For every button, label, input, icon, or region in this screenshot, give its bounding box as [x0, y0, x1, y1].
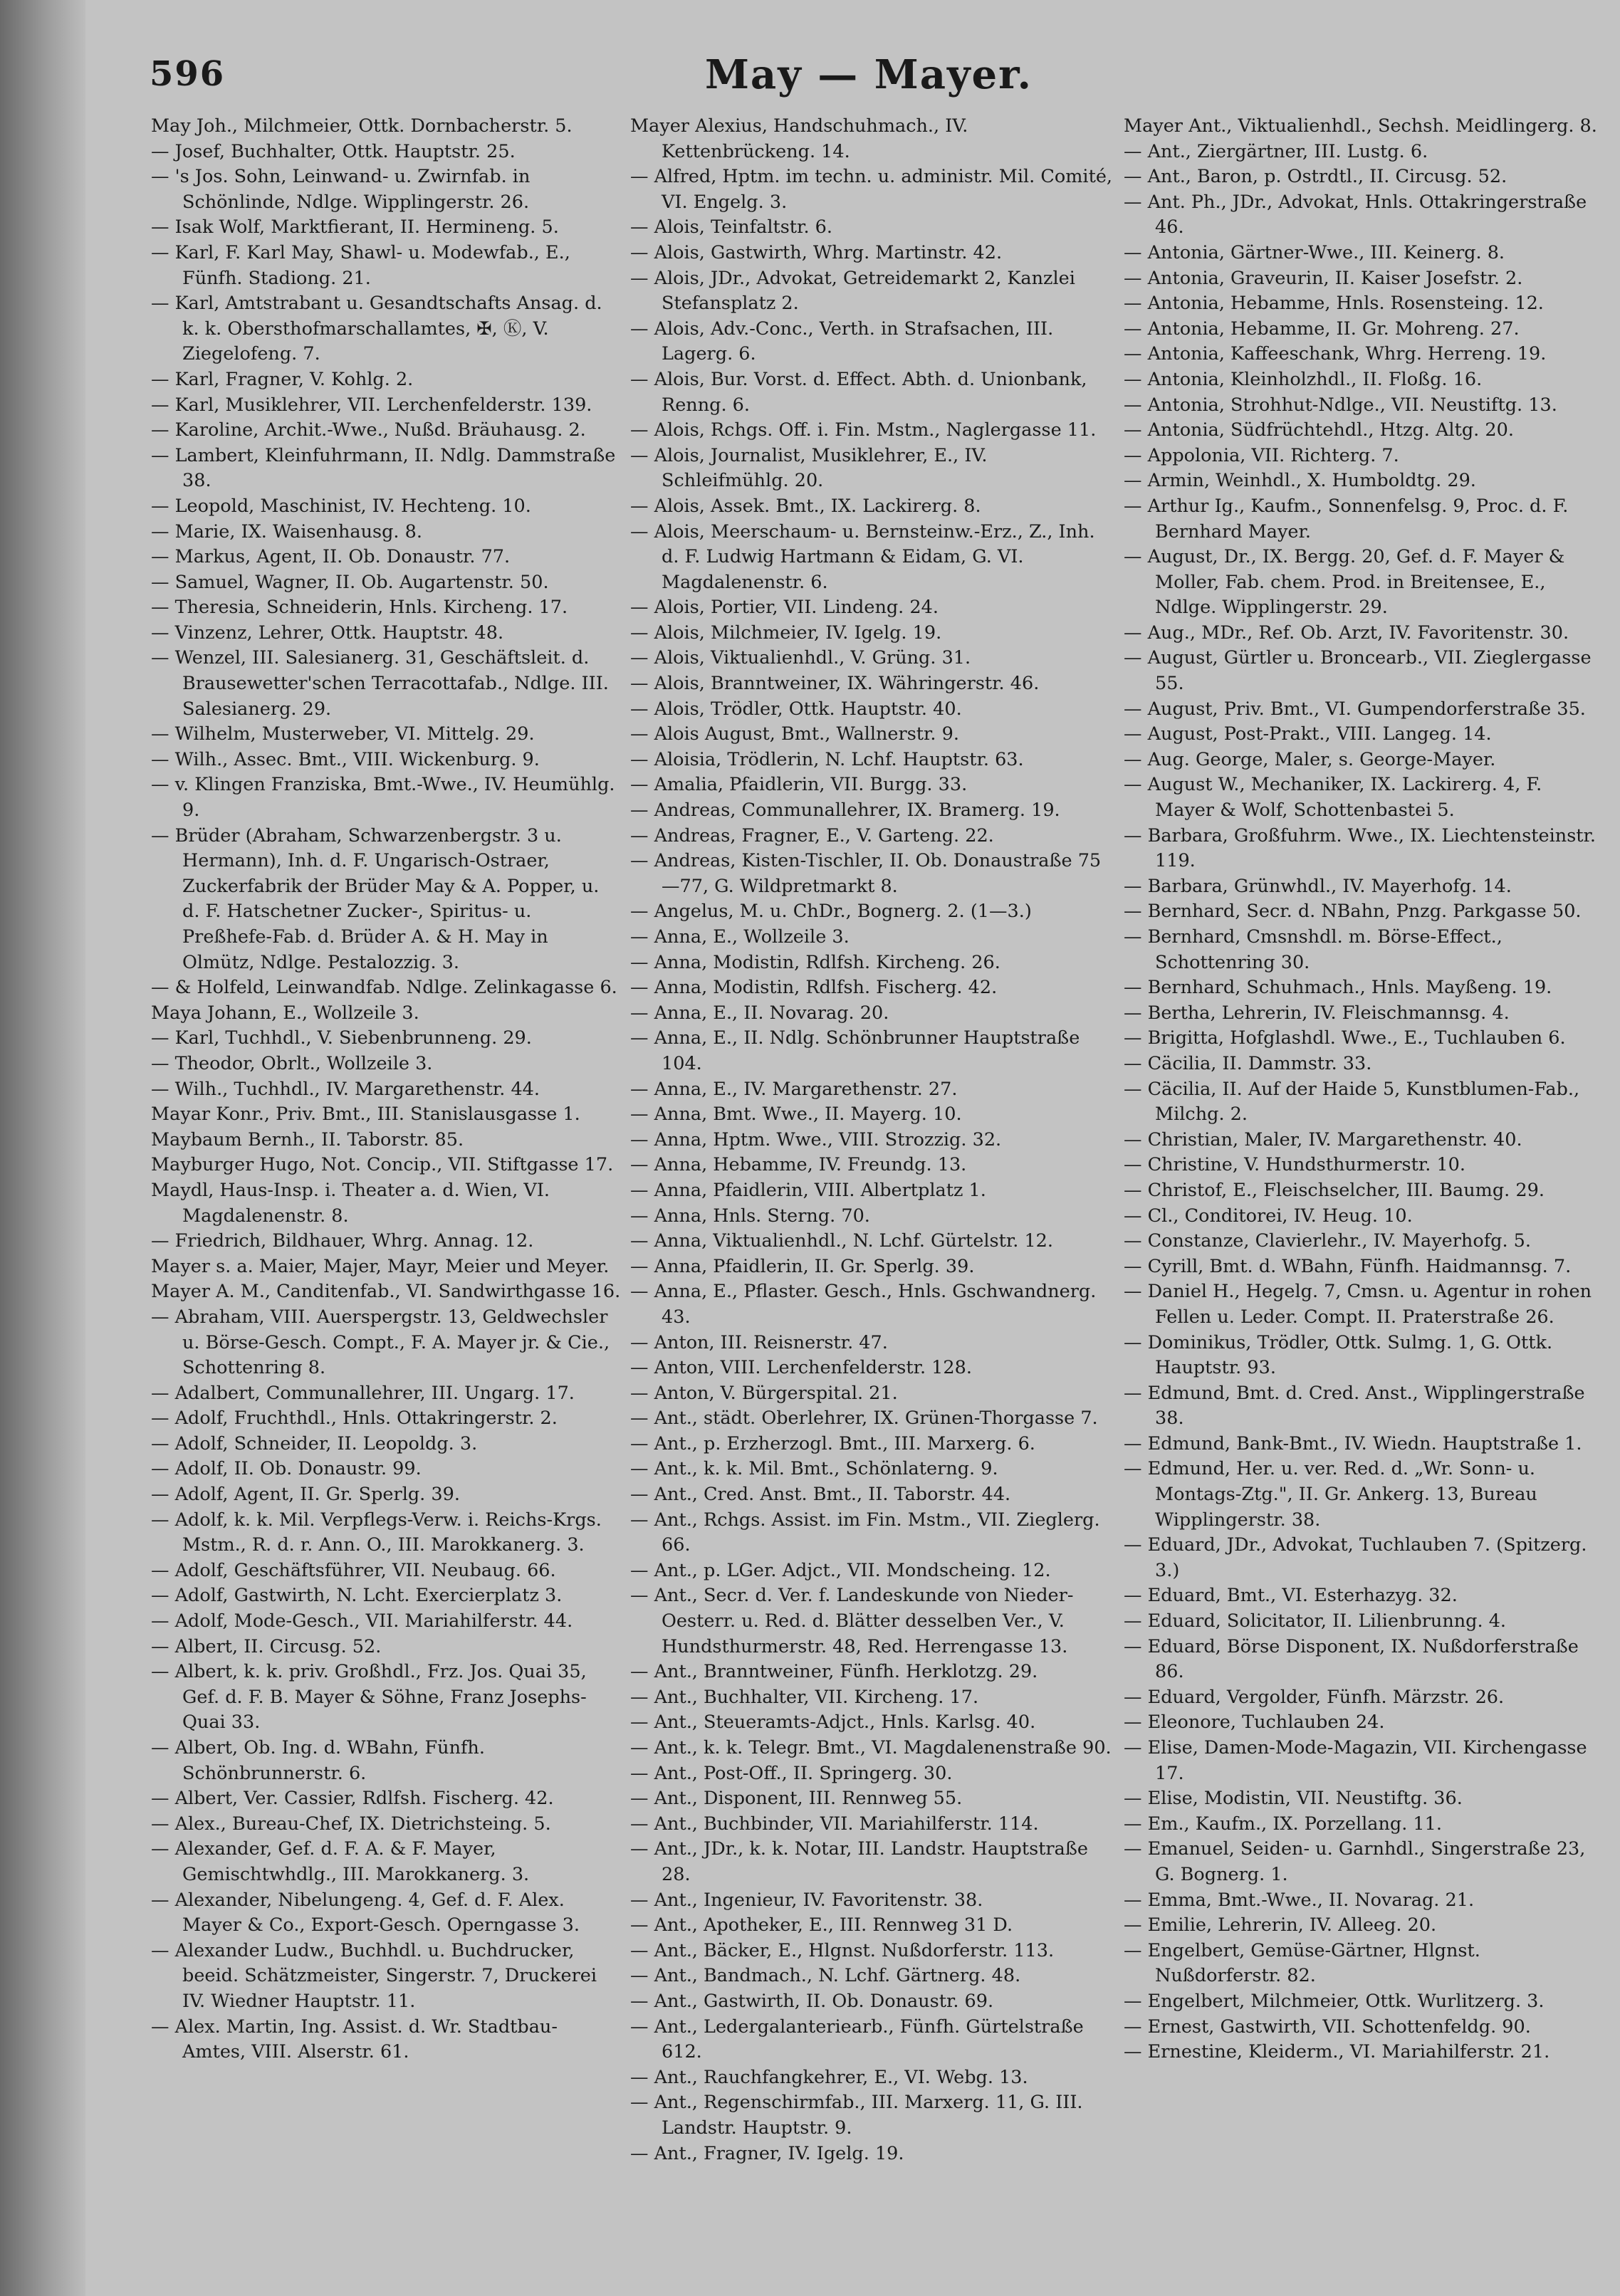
directory-entry: — Lambert, Kleinfuhrmann, II. Ndlg. Dammstraße 38. [151, 444, 616, 492]
directory-entry: — Alois, Bur. Vorst. d. Effect. Abth. d. Unionbank, Renng. 6. [630, 368, 1087, 416]
directory-entry: — Adolf, Geschäftsführer, VII. Neubaug. 66. [151, 1559, 556, 1581]
directory-entry: — Anna, E., IV. Margarethenstr. 27. [630, 1078, 958, 1100]
directory-entry: — Alois, Teinfaltstr. 6. [630, 216, 832, 238]
directory-entry: — Cyrill, Bmt. d. WBahn, Fünfh. Haidmannsg. 7. [1124, 1255, 1572, 1277]
directory-entry: — August, Post-Prakt., VIII. Langeg. 14. [1124, 723, 1492, 745]
directory-entry: — Edmund, Bmt. d. Cred. Anst., Wipplingerstraße 38. [1124, 1382, 1585, 1430]
directory-entry: — Engelbert, Gemüse-Gärtner, Hlgnst. Nußdorferstr. 82. [1124, 1939, 1480, 1987]
directory-entry: — Alois, Branntweiner, IX. Währingerstr. 46. [630, 673, 1040, 695]
directory-entry: — Eleonore, Tuchlauben 24. [1124, 1711, 1385, 1734]
directory-entry: — Aloisia, Trödlerin, N. Lchf. Hauptstr. 63. [630, 748, 1024, 770]
directory-entry: — Ant., Gastwirth, II. Ob. Donaustr. 69. [630, 1990, 994, 2012]
directory-entry: — Antonia, Hebamme, II. Gr. Mohreng. 27. [1124, 318, 1520, 340]
directory-entry: May Joh., Milchmeier, Ottk. Dornbacherstr. 5. [151, 115, 573, 137]
directory-entry: — Ant., Ingenieur, IV. Favoritenstr. 38. [630, 1889, 983, 1911]
directory-entry: — Ant., Regenschirmfab., III. Marxerg. 11, G. III. Landstr. Hauptstr. 9. [630, 2092, 1083, 2139]
directory-entry: — Albert, k. k. priv. Großhdl., Frz. Jos. Quai 35, Gef. d. F. B. Mayer & Söhne, Franz Josephs-Quai 33. [151, 1661, 587, 1734]
directory-entry: — Anna, Viktualienhdl., N. Lchf. Gürtelstr. 12. [630, 1230, 1054, 1252]
directory-entry: — Barbara, Grünwhdl., IV. Mayerhofg. 14. [1124, 875, 1512, 897]
directory-entry: — Ant., städt. Oberlehrer, IX. Grünen-Thorgasse 7. [630, 1408, 1098, 1430]
directory-entry: — Christine, V. Hundsthurmerstr. 10. [1124, 1154, 1465, 1176]
directory-entry: — Josef, Buchhalter, Ottk. Hauptstr. 25. [151, 140, 516, 162]
directory-entry: Mayer A. M., Canditenfab., VI. Sandwirthgasse 16. [151, 1281, 621, 1303]
directory-entry: — Emma, Bmt.-Wwe., II. Novarag. 21. [1124, 1889, 1475, 1911]
directory-entry: — Cl., Conditorei, IV. Heug. 10. [1124, 1205, 1413, 1227]
directory-entry: — Karoline, Archit.-Wwe., Nußd. Bräuhausg. 2. [151, 419, 586, 441]
directory-entry: — Brüder (Abraham, Schwarzenbergstr. 3 u. Hermann), Inh. d. F. Ungarisch-Ostraer, Zuckerfabrik der Brüder May & A. Popper, u. d. F. Hatschetner Zucker-, Spiritus- u. Preßhefe-Fab. d. Brüder A. & H. May in Olmütz, Ndlge. Pestalozzig. 3. [151, 824, 600, 973]
directory-entry: — Abraham, VIII. Auerspergstr. 13, Geldwechsler u. Börse-Gesch. Compt., F. A. Mayer jr. & Cie., Schottenring 8. [151, 1306, 610, 1379]
directory-entry: — August W., Mechaniker, IX. Lackirerg. 4, F. Mayer & Wolf, Schottenbastei 5. [1124, 774, 1542, 822]
directory-entry: — Alois, Assek. Bmt., IX. Lackirerg. 8. [630, 495, 981, 517]
directory-entry: — Antonia, Südfrüchtehdl., Htzg. Altg. 20. [1124, 419, 1514, 441]
directory-entry: — Bernhard, Cmsnshdl. m. Börse-Effect., Schottenring 30. [1124, 926, 1503, 973]
directory-entry: — Aug., MDr., Ref. Ob. Arzt, IV. Favoritenstr. 30. [1124, 622, 1569, 644]
directory-entry: — Ant., JDr., k. k. Notar, III. Landstr. Hauptstraße 28. [630, 1838, 1088, 1885]
directory-entry: — Emanuel, Seiden- u. Garnhdl., Singerstraße 23, G. Bognerg. 1. [1124, 1838, 1586, 1885]
page-gutter-shadow [0, 0, 85, 2296]
directory-entry: Maydl, Haus-Insp. i. Theater a. d. Wien, VI. Magdalenenstr. 8. [151, 1179, 550, 1227]
directory-entry: — Karl, Amtstrabant u. Gesandtschafts Ansag. d. k. k. Obersthofmarschallamtes, ✠, Ⓚ, V. Ziegelofeng. 7. [151, 293, 602, 365]
directory-entry: — Ant., Branntweiner, Fünfh. Herklotzg. 29. [630, 1661, 1038, 1683]
directory-entry: — Wilh., Tuchhdl., IV. Margarethenstr. 44. [151, 1078, 540, 1100]
page-number: 596 [150, 54, 226, 94]
directory-entry: — Friedrich, Bildhauer, Whrg. Annag. 12. [151, 1230, 534, 1252]
directory-entry: — Anna, E., II. Novarag. 20. [630, 1002, 889, 1024]
directory-entry: — Bernhard, Secr. d. NBahn, Pnzg. Parkgasse 50. [1124, 901, 1582, 923]
directory-entry: — Ant., k. k. Telegr. Bmt., VI. Magdalenenstraße 90. [630, 1737, 1112, 1758]
column-2 [630, 114, 1114, 2271]
directory-entry: — Alfred, Hptm. im techn. u. administr. Mil. Comité, VI. Engelg. 3. [630, 166, 1113, 213]
directory-entry: — Adolf, Agent, II. Gr. Sperlg. 39. [151, 1484, 460, 1506]
directory-entry: — Ant., Post-Off., II. Springerg. 30. [630, 1762, 953, 1784]
directory-entry: — Alois, Milchmeier, IV. Igelg. 19. [630, 622, 942, 644]
directory-entry: — Alex., Bureau-Chef, IX. Dietrichsteing. 5. [151, 1813, 551, 1835]
directory-entry: — Anna, Pfaidlerin, VIII. Albertplatz 1. [630, 1179, 986, 1201]
directory-entry: — Engelbert, Milchmeier, Ottk. Wurlitzerg. 3. [1124, 1990, 1545, 2012]
directory-entry: — Appolonia, VII. Richterg. 7. [1124, 444, 1399, 466]
directory-entry: — Emilie, Lehrerin, IV. Alleeg. 20. [1124, 1914, 1437, 1936]
directory-entry: — Ant., Buchhalter, VII. Kircheng. 17. [630, 1686, 979, 1708]
directory-entry: — Alexander, Gef. d. F. A. & F. Mayer, Gemischtwhdlg., III. Marokkanerg. 3. [151, 1838, 530, 1885]
directory-entry: — Anna, Hnls. Sterng. 70. [630, 1205, 870, 1227]
directory-entry: — Ant., Fragner, IV. Igelg. 19. [630, 2142, 904, 2164]
directory-entry: — Anna, Bmt. Wwe., II. Mayerg. 10. [630, 1104, 962, 1126]
directory-entry: — Angelus, M. u. ChDr., Bognerg. 2. (1—3.) [630, 901, 1032, 923]
directory-entry: — Anna, Modistin, Rdlfsh. Kircheng. 26. [630, 951, 1000, 973]
directory-entry: — Anna, E., Pflaster. Gesch., Hnls. Gschwandnerg. 43. [630, 1281, 1097, 1328]
directory-entry: — Adolf, Mode-Gesch., VII. Mariahilferstr. 44. [151, 1610, 573, 1632]
directory-entry: — Ant., Baron, p. Ostrdtl., II. Circusg. 52. [1124, 166, 1507, 188]
directory-entry: — Ant., Secr. d. Ver. f. Landeskunde von Nieder-Oesterr. u. Red. d. Blätter desselben Ver., V. Hundsthurmerstr. 48, Red. Herrengasse 13. [630, 1585, 1074, 1657]
directory-entry: — Adalbert, Communallehrer, III. Ungarg. 17. [151, 1382, 575, 1404]
directory-entry: — Ant., Apotheker, E., III. Rennweg 31 D. [630, 1914, 1013, 1936]
page-header [142, 51, 1595, 108]
directory-entry: — Christian, Maler, IV. Margarethenstr. 40. [1124, 1128, 1522, 1150]
directory-entry: Mayer Ant., Viktualienhdl., Sechsh. Meidlingerg. 8. [1124, 115, 1597, 137]
directory-entry: Mayer s. a. Maier, Majer, Mayr, Meier und Meyer. [151, 1255, 610, 1277]
directory-entry: — Aug. George, Maler, s. George-Mayer. [1124, 748, 1496, 770]
directory-entry: — Wenzel, III. Salesianerg. 31, Geschäftsleit. d. Brausewetter'schen Terracottafab., Ndlge. III. Salesianerg. 29. [151, 647, 609, 720]
directory-entry: — Ant., Buchbinder, VII. Mariahilferstr. 114. [630, 1813, 1039, 1835]
directory-entry: — Andreas, Fragner, E., V. Garteng. 22. [630, 824, 994, 846]
directory-entry: — Markus, Agent, II. Ob. Donaustr. 77. [151, 546, 511, 568]
directory-entry: — Anton, V. Bürgerspital. 21. [630, 1382, 898, 1404]
directory-entry: — Ant., Cred. Anst. Bmt., II. Taborstr. 44. [630, 1484, 1011, 1506]
directory-entry: — Brigitta, Hofglashdl. Wwe., E., Tuchlauben 6. [1124, 1027, 1566, 1049]
directory-entry: — Marie, IX. Waisenhausg. 8. [151, 520, 422, 542]
directory-entry: — Alois, Viktualienhdl., V. Grüng. 31. [630, 647, 971, 669]
directory-entry: — Leopold, Maschinist, IV. Hechteng. 10. [151, 495, 531, 517]
directory-entry: — Adolf, k. k. Mil. Verpflegs-Verw. i. Reichs-Krgs. Mstm., R. d. r. Ann. O., III. Marokkanerg. 3. [151, 1509, 602, 1556]
directory-entry: — Antonia, Graveurin, II. Kaiser Josefstr. 2. [1124, 267, 1523, 289]
directory-entry: — & Holfeld, Leinwandfab. Ndlge. Zelinkagasse 6. [151, 977, 617, 999]
directory-entry: — Andreas, Kisten-Tischler, II. Ob. Donaustraße 75—77, G. Wildpretmarkt 8. [630, 850, 1102, 897]
directory-entry: Mayburger Hugo, Not. Concip., VII. Stiftgasse 17. [151, 1154, 614, 1176]
directory-entry: — Anton, III. Reisnerstr. 47. [630, 1331, 888, 1353]
directory-entry: — Isak Wolf, Marktfierant, II. Hermineng. 5. [151, 216, 559, 238]
directory-entry: — Adolf, Schneider, II. Leopoldg. 3. [151, 1432, 478, 1454]
directory-entry: — Alois, Portier, VII. Lindeng. 24. [630, 597, 939, 619]
directory-entry: — Armin, Weinhdl., X. Humboldtg. 29. [1124, 470, 1476, 492]
directory-entry: — Alexander Ludw., Buchhdl. u. Buchdrucker, beeid. Schätzmeister, Singerstr. 7, Druckerei IV. Wiedner Hauptstr. 11. [151, 1939, 597, 2012]
directory-entry: — Antonia, Gärtner-Wwe., III. Keinerg. 8. [1124, 241, 1505, 263]
directory-entry: — Alois, Rchgs. Off. i. Fin. Mstm., Naglergasse 11. [630, 419, 1097, 441]
directory-entry: — Eduard, Bmt., VI. Esterhazyg. 32. [1124, 1585, 1458, 1607]
column-1 [151, 114, 621, 2271]
directory-entry: — Antonia, Hebamme, Hnls. Rosensteing. 12. [1124, 293, 1544, 315]
directory-entry: — Ant., Bandmach., N. Lchf. Gärtnerg. 48. [630, 1965, 1021, 1987]
column-3 [1124, 114, 1601, 2271]
directory-entry: — Em., Kaufm., IX. Porzellang. 11. [1124, 1813, 1442, 1835]
directory-entry: — Eduard, Solicitator, II. Lilienbrunng. 4. [1124, 1610, 1507, 1632]
directory-entry: — Constanze, Clavierlehr., IV. Mayerhofg. 5. [1124, 1230, 1531, 1252]
directory-entry: — Christof, E., Fleischselcher, III. Baumg. 29. [1124, 1179, 1545, 1201]
directory-entry: — Daniel H., Hegelg. 7, Cmsn. u. Agentur in rohen Fellen u. Leder. Compt. II. Praterstraße 26. [1124, 1281, 1592, 1328]
directory-entry: — Elise, Modistin, VII. Neustiftg. 36. [1124, 1788, 1463, 1810]
directory-entry: — Karl, Tuchhdl., V. Siebenbrunneng. 29. [151, 1027, 532, 1049]
directory-entry: — Antonia, Kaffeeschank, Whrg. Herreng. 19. [1124, 343, 1547, 365]
directory-entry: — Theresia, Schneiderin, Hnls. Kircheng. 17. [151, 597, 568, 619]
directory-entry: — Alois August, Bmt., Wallnerstr. 9. [630, 723, 959, 745]
directory-entry: — Ant., Bäcker, E., Hlgnst. Nußdorferstr. 113. [630, 1939, 1055, 1961]
directory-entry: — Anna, Hebamme, IV. Freundg. 13. [630, 1154, 967, 1176]
directory-entry: — Bertha, Lehrerin, IV. Fleischmannsg. 4. [1124, 1002, 1510, 1024]
directory-entry: — Alois, Trödler, Ottk. Hauptstr. 40. [630, 698, 962, 720]
directory-entry: — Ant., Steueramts-Adjct., Hnls. Karlsg. 40. [630, 1711, 1036, 1734]
directory-entry: — v. Klingen Franziska, Bmt.-Wwe., IV. Heumühlg. 9. [151, 774, 615, 822]
directory-entry: — Barbara, Großfuhrm. Wwe., IX. Liechtensteinstr. 119. [1124, 824, 1597, 872]
directory-entry: — Wilhelm, Musterweber, VI. Mittelg. 29. [151, 723, 535, 745]
directory-entry: — Alois, Meerschaum- u. Bernsteinw.-Erz., Z., Inh. d. F. Ludwig Hartmann & Eidam, G. VI. Magdalenenstr. 6. [630, 520, 1095, 593]
directory-entry: — August, Gürtler u. Broncearb., VII. Zieglergasse 55. [1124, 647, 1592, 695]
directory-entry: — Alois, Gastwirth, Whrg. Martinstr. 42. [630, 241, 1003, 263]
running-head: May — Mayer. [704, 51, 1033, 98]
directory-entry: — Ant., Rauchfangkehrer, E., VI. Webg. 13. [630, 2066, 1028, 2088]
directory-entry: — Anton, VIII. Lerchenfelderstr. 128. [630, 1357, 972, 1379]
directory-entry: — Samuel, Wagner, II. Ob. Augartenstr. 50. [151, 571, 549, 593]
directory-entry: — Cäcilia, II. Dammstr. 33. [1124, 1052, 1372, 1074]
directory-entry: — Eduard, JDr., Advokat, Tuchlauben 7. (Spitzerg. 3.) [1124, 1534, 1587, 1581]
directory-entry: — Arthur Ig., Kaufm., Sonnenfelsg. 9, Proc. d. F. Bernhard Mayer. [1124, 495, 1569, 542]
directory-entry: — Adolf, II. Ob. Donaustr. 99. [151, 1458, 422, 1480]
directory-entry: — Ernest, Gastwirth, VII. Schottenfeldg. 90. [1124, 2015, 1531, 2038]
directory-entry: — Ernestine, Kleiderm., VI. Mariahilferstr. 21. [1124, 2041, 1550, 2063]
directory-entry: — Ant., Disponent, III. Rennweg 55. [630, 1788, 963, 1810]
directory-entry: — Dominikus, Trödler, Ottk. Sulmg. 1, G. Ottk. Hauptstr. 93. [1124, 1331, 1553, 1379]
directory-entry: — Alois, Journalist, Musiklehrer, E., IV. Schleifmühlg. 20. [630, 444, 988, 492]
directory-entry: — Ant., Ledergalanteriearb., Fünfh. Gürtelstraße 612. [630, 2015, 1084, 2063]
directory-entry: — Alois, JDr., Advokat, Getreidemarkt 2, Kanzlei Stefansplatz 2. [630, 267, 1075, 315]
directory-entry: — Karl, Fragner, V. Kohlg. 2. [151, 368, 414, 390]
directory-entry: — Adolf, Gastwirth, N. Lcht. Exercierplatz 3. [151, 1585, 563, 1607]
directory-entry: — Ant., k. k. Mil. Bmt., Schönlaterng. 9. [630, 1458, 998, 1480]
directory-entry: — Ant., p. Erzherzogl. Bmt., III. Marxerg. 6. [630, 1432, 1035, 1454]
directory-entry: Maya Johann, E., Wollzeile 3. [151, 1002, 419, 1024]
directory-entry: — Anna, Hptm. Wwe., VIII. Strozzig. 32. [630, 1128, 1002, 1150]
directory-entry: — Ant., Ziergärtner, III. Lustg. 6. [1124, 140, 1428, 162]
directory-entry: — Theodor, Obrlt., Wollzeile 3. [151, 1052, 433, 1074]
directory-entry: — Antonia, Kleinholzhdl., II. Floßg. 16. [1124, 368, 1483, 390]
directory-entry: — Eduard, Börse Disponent, IX. Nußdorferstraße 86. [1124, 1635, 1579, 1683]
directory-entry: — Albert, II. Circusg. 52. [151, 1635, 382, 1657]
directory-entry: Mayar Konr., Priv. Bmt., III. Stanislausgasse 1. [151, 1104, 580, 1126]
directory-entry: — Anna, Modistin, Rdlfsh. Fischerg. 42. [630, 977, 998, 999]
directory-entry: — Alois, Adv.-Conc., Verth. in Strafsachen, III. Lagerg. 6. [630, 318, 1054, 365]
directory-entry: Mayer Alexius, Handschuhmach., IV. Kettenbrückeng. 14. [630, 115, 968, 162]
directory-entry: Maybaum Bernh., II. Taborstr. 85. [151, 1128, 464, 1150]
directory-entry: — Albert, Ver. Cassier, Rdlfsh. Fischerg. 42. [151, 1788, 554, 1810]
directory-entry: — Edmund, Bank-Bmt., IV. Wiedn. Hauptstraße 1. [1124, 1432, 1582, 1454]
directory-entry: — 's Jos. Sohn, Leinwand- u. Zwirnfab. in Schönlinde, Ndlge. Wipplingerstr. 26. [151, 166, 531, 213]
directory-entry: — Ant., Rchgs. Assist. im Fin. Mstm., VII. Zieglerg. 66. [630, 1509, 1100, 1556]
directory-entry: — Eduard, Vergolder, Fünfh. Märzstr. 26. [1124, 1686, 1505, 1708]
directory-entry: — August, Priv. Bmt., VI. Gumpendorferstraße 35. [1124, 698, 1586, 720]
directory-entry: — Anna, Pfaidlerin, II. Gr. Sperlg. 39. [630, 1255, 975, 1277]
directory-entry: — Ant., p. LGer. Adjct., VII. Mondscheing. 12. [630, 1559, 1051, 1581]
directory-entry: — Amalia, Pfaidlerin, VII. Burgg. 33. [630, 774, 968, 796]
directory-entry: — Edmund, Her. u. ver. Red. d. „Wr. Sonn- u. Montags-Ztg.", II. Gr. Ankerg. 13, Bureau Wipplingerstr. 38. [1124, 1458, 1537, 1531]
directory-entry: — Wilh., Assec. Bmt., VIII. Wickenburg. 9. [151, 748, 540, 770]
directory-entry: — August, Dr., IX. Bergg. 20, Gef. d. F. Mayer & Moller, Fab. chem. Prod. in Breitensee, E., Ndlge. Wipplingerstr. 29. [1124, 546, 1565, 619]
directory-entry: — Anna, E., II. Ndlg. Schönbrunner Hauptstraße 104. [630, 1027, 1080, 1074]
directory-entry: — Karl, Musiklehrer, VII. Lerchenfelderstr. 139. [151, 394, 592, 416]
directory-entry: — Alex. Martin, Ing. Assist. d. Wr. Stadtbau-Amtes, VIII. Alserstr. 61. [151, 2015, 558, 2063]
directory-entry: — Ant. Ph., JDr., Advokat, Hnls. Ottakringerstraße 46. [1124, 191, 1587, 238]
directory-entry: — Bernhard, Schuhmach., Hnls. Mayßeng. 19. [1124, 977, 1552, 999]
directory-entry: — Anna, E., Wollzeile 3. [630, 926, 850, 948]
directory-entry: — Elise, Damen-Mode-Magazin, VII. Kirchengasse 17. [1124, 1737, 1587, 1784]
directory-entry: — Albert, Ob. Ing. d. WBahn, Fünfh. Schönbrunnerstr. 6. [151, 1737, 485, 1784]
directory-entry: — Karl, F. Karl May, Shawl- u. Modewfab., E., Fünfh. Stadiong. 21. [151, 241, 570, 289]
directory-entry: — Antonia, Strohhut-Ndlge., VII. Neustiftg. 13. [1124, 394, 1557, 416]
directory-entry: — Alexander, Nibelungeng. 4, Gef. d. F. Alex. Mayer & Co., Export-Gesch. Operngasse 3. [151, 1889, 580, 1936]
directory-entry: — Andreas, Communallehrer, IX. Bramerg. 19. [630, 800, 1060, 822]
directory-entry: — Cäcilia, II. Auf der Haide 5, Kunstblumen-Fab., Milchg. 2. [1124, 1078, 1580, 1126]
directory-entry: — Vinzenz, Lehrer, Ottk. Hauptstr. 48. [151, 622, 504, 644]
directory-entry: — Adolf, Fruchthdl., Hnls. Ottakringerstr. 2. [151, 1408, 558, 1430]
